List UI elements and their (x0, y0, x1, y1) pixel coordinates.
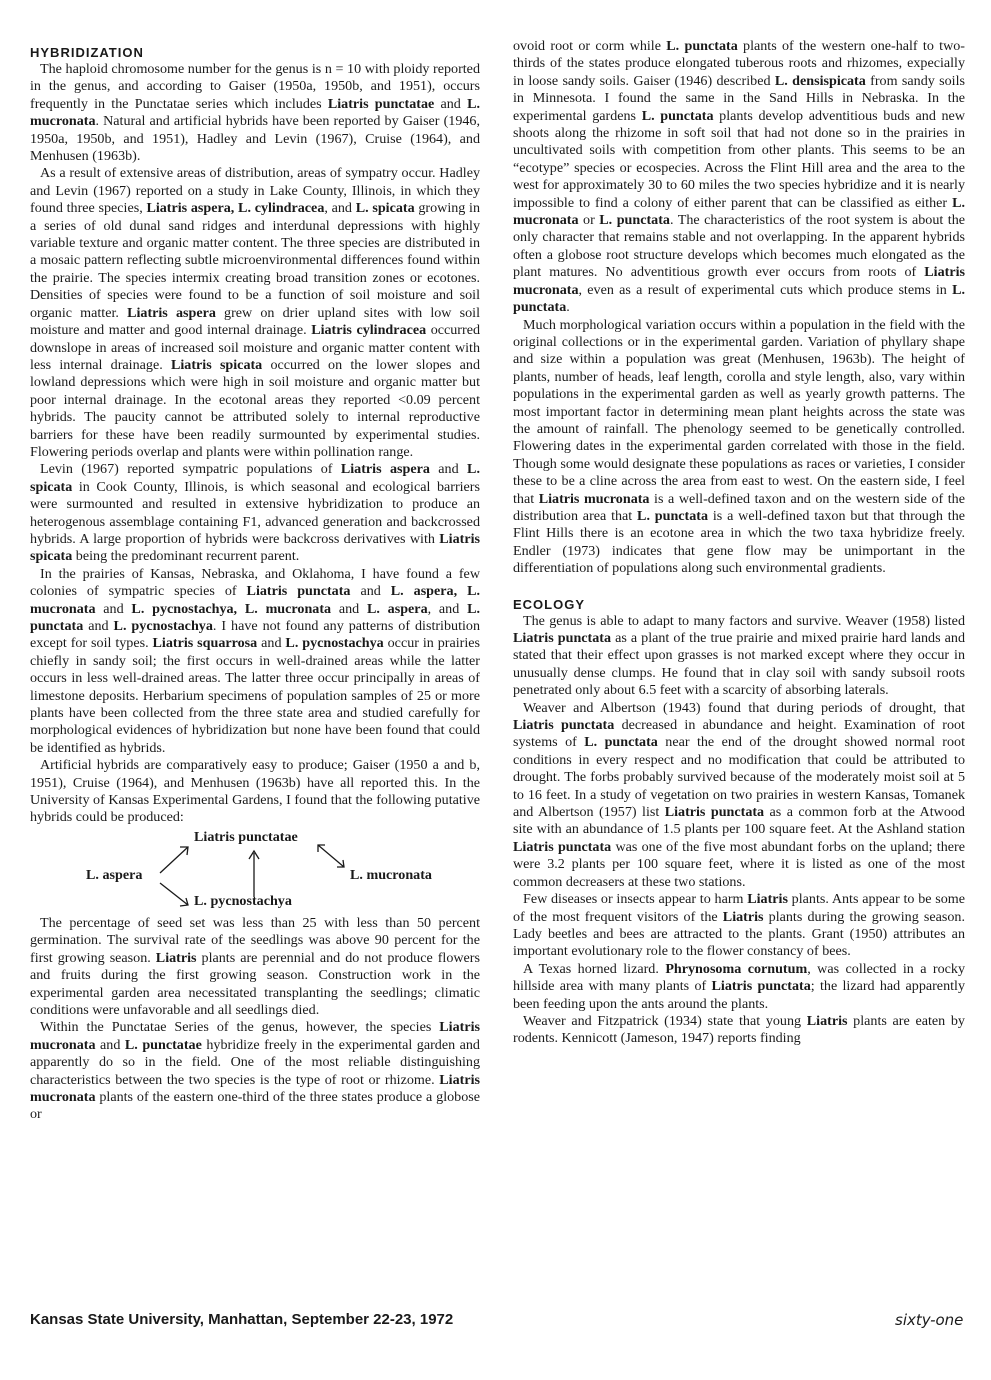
species-name: Phrynosoma cornutum (665, 960, 808, 977)
paragraph: Artificial hybrids are comparatively easy to produce; Gaiser (1950 a and b, 1951), Cruise (1964), and Menhusen (1963b) have all reported this. In the University of Kansas Experimental Gardens, I found that the following putative hybrids could be produced: (30, 757, 480, 826)
arrow-aspera-pycnostachya (160, 883, 188, 905)
paragraph: A Texas horned lizard. Phrynosoma cornutum, was collected in a rocky hillside area with many plants of Liatris punctata; the lizard had apparently been feeding upon the ants around the plants. (513, 960, 966, 1012)
paragraph: The genus is able to adapt to many factors and survive. Weaver (1958) listed Liatris punctata as a plant of the true prairie and mixed prairie hard lands and stated that their effect upon grasses is not marked except where they occur in unusually dense clumps. He found that in clay soil with sandy subsoil roots penetrated only about 6.5 feet with a scarcity of absorbing laterals. (513, 612, 965, 699)
species-name: Liatris aspera (127, 304, 216, 321)
species-name: L. pycnostachya, L. mucronata (131, 600, 332, 617)
species-name: L. punctata (599, 212, 670, 229)
section-heading-ecology: ECOLOGY (513, 596, 586, 612)
species-name: Liatris mucronata (513, 264, 965, 298)
species-name: Liatris mucronata (30, 1071, 480, 1105)
species-name: Liatris punctatae (327, 95, 435, 112)
species-name: L. pycnostachya (285, 635, 384, 652)
species-name: L. spicata (30, 461, 480, 495)
species-name: L. punctata (513, 281, 965, 316)
right-column (513, 38, 965, 1048)
hybrid-cross-diagram (30, 829, 480, 911)
species-name: Liatris (747, 891, 788, 908)
species-name: L. mucronata (30, 95, 481, 130)
paragraph: The percentage of seed set was less than 25 with less than 50 percent germination. The survival rate of the seedlings was above 90 percent for the first growing season. Liatris plants are perennial and do not produce flowers and fruits during the first growing season. Construction work in the experimental garden area necessitated transplanting the seedlings; climatic conditions were unfavorable and all seedlings died. (30, 914, 480, 1018)
species-name: Liatris aspera, L. cylindracea (146, 200, 325, 217)
species-name: Liatris mucronata (30, 1019, 480, 1053)
diagram-label-right: L. mucronata (350, 866, 432, 883)
species-name: L. punctatae (124, 1036, 202, 1053)
species-name: Liatris (155, 949, 197, 966)
species-name: L. punctata (584, 734, 658, 751)
paragraph: Weaver and Albertson (1943) found that during periods of drought, that Liatris punctata decreased in abundance and height. Examination of root systems of L. punctata near the end of the drought showed normal root conditions in every respect and no modification that could be attributed to drought. The forbs probably survived because of the moderately moist soil at 5 to 16 feet. In a study of vegetation on two prairies in western Kansas, Tomanek and Albertson (1957) list Liatris punctata as a common forb at the Atwood site with an abundance of 1.5 plants per 100 square feet. At the Ashland station Liatris punctata was one of the five most abundant forbs on the upland; there were 3.2 plants per 100 square feet, where it is listed as one of the most common decreasers at these two stations. (513, 699, 966, 890)
section-heading-hybridization: HYBRIDIZATION (30, 45, 144, 60)
species-name: L. pycnostachya (113, 618, 213, 634)
paragraph: ovoid root or corm while L. punctata plants of the western one-half to two-thirds of the states produce elongated tuberous roots and rhizomes, expecially in loose sandy soils. Gaiser (1946) described L. densispicata from sandy soils in Minnesota. I found the same in the Sand Hills in Nebraska. In the experimental gardens L. punctata plants develop adventitious buds and new shoots along the rhizome in soft soil that had not done so in the prairies in uncultivated soils with competition from other plants. This seems to be an “ecotype” species or ecospecies. Across the Flint Hill area and the area to the west for approximately 30 to 60 miles the two species hybridize and it is nearly impossible to find a colony of either parent that can be classified as either L. mucronata or L. punctata. The characteristics of the root system is about the only character that remains stable and not overlapping. In the apparent hybrids often a globose root structure develops which becomes much elongated as the plant matures. No adventitious growth ever occurs from roots of Liatris mucronata, even as a result of experimental cuts which produce stems in L. punctata. (513, 38, 965, 316)
arrow-aspera-punctata (160, 847, 188, 873)
left-column (30, 44, 480, 1124)
diagram-label-left: L. aspera (86, 866, 143, 883)
species-name: L. punctata (666, 38, 738, 54)
species-name: L. punctata (637, 507, 709, 524)
species-name: Liatris punctata (513, 630, 612, 646)
species-name: Liatris punctata (513, 838, 612, 855)
species-name: Liatris spicata (170, 356, 263, 373)
paragraph: Few diseases or insects appear to harm Liatris plants. Ants appear to be some of the most frequent visitors of the Liatris plants during the growing season. Lady beetles and bees are attracted to the plants. Grant (1950) attributes an important evolutionary role to the flower constancy of bees. (513, 891, 965, 960)
species-name: Liatris (722, 908, 764, 925)
species-name: L. aspera (366, 600, 428, 617)
paragraph: Levin (1967) reported sympatric populations of Liatris aspera and L. spicata in Cook County, Illinois, is which seasonal and ecological barriers were surmounted and resulted in extensive hybridization to produce an heterogenous assemblage containing F1, advanced generation and backcrossed hybrids. A large proportion of hybrids were backcross derivatives with Liatris spicata being the predominant recurrent parent. (30, 461, 480, 565)
species-name: Liatris punctata (711, 978, 811, 995)
arrow-punctata-mucronata (318, 845, 344, 867)
species-name: L. densispicata (774, 72, 866, 89)
species-name: Liatris squarrosa (152, 635, 258, 652)
species-name: Liatris mucronata (538, 490, 650, 507)
paragraph: In the prairies of Kansas, Nebraska, and Oklahoma, I have found a few colonies of sympatric species of Liatris punctata and L. aspera, L. mucronata and L. pycnostachya, L. mucronata and L. aspera, and L. punctata and L. pycnostachya. I have not found any patterns of distribution except for soil types. Liatris squarrosa and L. pycnostachya occur in prairies chiefly in sandy soil; the first occurs in well-drained areas while the latter occurs in less well-drained areas. The latter three occur principally in areas of limestone deposits. Herbarium specimens of population samples of 25 or more plants have been collected from the three state area and studied carefully for morphological evidences of hybridization but none have been found that could be identified as hybrids. (30, 565, 481, 756)
species-name: L. punctata (641, 107, 714, 124)
diagram-label-bottom: L. pycnostachya (194, 892, 292, 909)
paragraph: Much morphological variation occurs within a population in the field with the original collections or in the experimental garden. Variation of phyllary shape and size within a population was great (Menhusen, 1963b). The height of plants, number of heads, leaf length, corolla and style length, also, vary within populations in the experimental garden as well as yearly growth patterns. The most important factor in determining mean plant heights across the state was the amount of rainfall. The phenology seemed to be genetically controlled. Flowering dates in the experimental garden correlated with those in the field. Though some would designate these populations as races or varieties, I consider these to be a cline across the area from east to west. On the eastern side, I feel that Liatris mucronata is a well-defined taxon and on the western side of the distribution area that L. punctata is a well-defined taxon but that through the Flint Hills there is an ecotone area in which the two taxa hybridize freely. Endler (1973) indicates that gene flow may be unimportant in the differentiation of populations along such environmental gradients. (513, 316, 965, 577)
species-name: L. aspera, L. mucronata (30, 583, 480, 617)
page-number: sixty-one (895, 1311, 964, 1329)
footer-conference-line: Kansas State University, Manhattan, September 22-23, 1972 (30, 1311, 454, 1328)
species-name: Liatris spicata (30, 530, 480, 565)
paragraph: Within the Punctatae Series of the genus, however, the species Liatris mucronata and L. punctatae hybridize freely in the experimental garden and apparently do so in the field. One of the most reliable distinguishing characteristics between the two species is the type of root or rhizome. Liatris mucronata plants of the eastern one-third of the three states produce a globose or (30, 1019, 480, 1123)
species-name: Liatris (806, 1012, 848, 1029)
species-name: Liatris punctata (664, 804, 765, 821)
paragraph: As a result of extensive areas of distribution, areas of sympatry occur. Hadley and Levin (1967) reported on a study in Lake County, Illinois, in which they found three species, Liatris aspera, L. cylindracea, and L. spicata growing in a series of old dunal sand ridges and interdunal depressions with highly variable texture and organic matter content. The three species are distributed in a mosaic pattern reflecting subtle microenvironmental differences found within the prairie. The species intermix creating broad transition zones or ecotones. Densities of species were found to be a function of soil moisture and soil organic matter. Liatris aspera grew on drier upland sites with low soil moisture and matter and good internal drainage. Liatris cylindracea occurred downslope in areas of increased soil moisture and organic matter content with less internal drainage. Liatris spicata occurred on the lower slopes and lowland depressions which were high in soil moisture and organic matter but poor internal drainage. In the ecotonal areas they reported <0.09 percent hybrids. The paucity cannot be attributed solely to internal reproductive barriers for these have been readily surmounted by experimental studies. Flowering periods overlap and plants were within pollination range. (30, 165, 481, 460)
diagram-label-top: Liatris punctatae (194, 828, 298, 845)
species-name: Liatris aspera (340, 461, 430, 478)
species-name: Liatris cylindracea (311, 322, 427, 339)
species-name: Liatris punctata (513, 717, 615, 734)
species-name: L. punctata (30, 600, 480, 634)
species-name: Liatris punctata (246, 583, 351, 600)
paragraph: The haploid chromosome number for the genus is n = 10 with ploidy reported in the genus, and according to Gaiser (1950a, 1950b, and 1951), occurs frequently in the Punctatae series which includes Liatris punctatae and L. mucronata. Natural and artificial hybrids have been reported by Gaiser (1946, 1950a, 1950b, and 1951), Hadley and Levin (1967), Cruise (1964), and Menhusen (1963b). (30, 61, 481, 165)
species-name: L. mucronata (513, 194, 965, 229)
species-name: L. spicata (355, 200, 415, 217)
paragraph: Weaver and Fitzpatrick (1934) state that young Liatris plants are eaten by rodents. Kennicott (Jameson, 1947) reports finding (513, 1012, 965, 1047)
